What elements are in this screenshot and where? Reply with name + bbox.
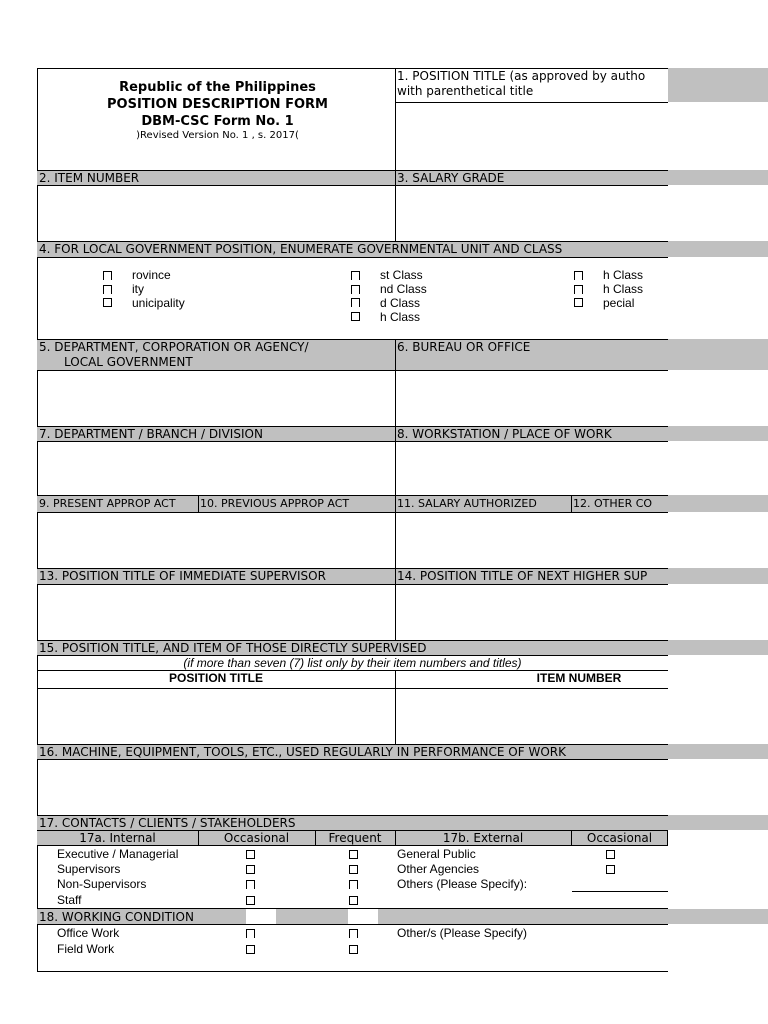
divider <box>571 495 572 512</box>
supervisors-frequent-checkbox[interactable] <box>349 865 358 874</box>
municipality-checkbox[interactable] <box>103 298 112 307</box>
executive-frequent-checkbox[interactable] <box>349 850 358 859</box>
divider <box>667 830 668 845</box>
field-1-sublabel: with parenthetical title <box>397 84 534 98</box>
divider <box>37 924 668 925</box>
item-number-input[interactable] <box>38 186 394 240</box>
field-work-occasional-checkbox[interactable] <box>246 945 255 954</box>
field-15-note: (if more than seven (7) list only by their item numbers and titles) <box>183 656 522 670</box>
field-work-frequent-checkbox[interactable] <box>349 945 358 954</box>
office-work-label: Office Work <box>57 926 120 940</box>
other-working-condition-label: Other/s (Please Specify) <box>397 926 528 940</box>
field-7-label: 7. DEPARTMENT / BRANCH / DIVISION <box>39 427 263 441</box>
class-6-checkbox[interactable] <box>574 285 583 294</box>
divider <box>37 257 668 258</box>
gray-band <box>668 68 768 102</box>
header-republic: Republic of the Philippines <box>119 80 316 95</box>
lgu-option-label: nd Class <box>380 282 427 296</box>
field-15-label: 15. POSITION TITLE, AND ITEM OF THOSE DIRECTLY SUPERVISED <box>39 641 427 655</box>
city-checkbox[interactable] <box>103 285 112 294</box>
supervised-item-number-input[interactable] <box>396 689 668 743</box>
divider <box>37 495 668 496</box>
nonsupervisors-occasional-checkbox[interactable] <box>246 880 255 889</box>
lgu-option-label: st Class <box>380 268 423 282</box>
header-version: )Revised Version No. 1 , s. 2017( <box>136 130 299 141</box>
lgu-option-label: rovince <box>132 268 171 282</box>
executive-occasional-checkbox[interactable] <box>246 850 255 859</box>
machines-equipment-input[interactable] <box>38 760 668 814</box>
column-header-position-title: POSITION TITLE <box>168 671 263 685</box>
contact-supervisors-label: Supervisors <box>57 862 121 876</box>
salary-grade-input[interactable] <box>396 186 668 240</box>
lgu-option-label: pecial <box>603 296 635 310</box>
supervisors-occasional-checkbox[interactable] <box>246 865 255 874</box>
class-4-checkbox[interactable] <box>351 312 360 321</box>
field-6-label: 6. BUREAU OR OFFICE <box>397 340 531 354</box>
field-5-sublabel: LOCAL GOVERNMENT <box>64 355 193 369</box>
field-1-label: 1. POSITION TITLE (as approved by autho <box>397 69 646 83</box>
contact-nonsupervisors-label: Non-Supervisors <box>57 877 147 891</box>
staff-frequent-checkbox[interactable] <box>349 896 358 905</box>
contact-general-public-label: General Public <box>397 847 476 861</box>
contact-other-agencies-label: Other Agencies <box>397 862 480 876</box>
other-agencies-occasional-checkbox[interactable] <box>606 865 615 874</box>
field-4-label: 4. FOR LOCAL GOVERNMENT POSITION, ENUMERATE GOVERNMENTAL UNIT AND CLASS <box>39 242 563 256</box>
field-18-label: 18. WORKING CONDITION <box>39 910 194 924</box>
immediate-supervisor-input[interactable] <box>38 585 394 639</box>
header-form-number: DBM-CSC Form No. 1 <box>141 114 294 129</box>
staff-occasional-checkbox[interactable] <box>246 896 255 905</box>
nonsupervisors-frequent-checkbox[interactable] <box>349 880 358 889</box>
field-11-label: 11. SALARY AUTHORIZED <box>397 497 537 510</box>
province-checkbox[interactable] <box>103 271 112 280</box>
department-input[interactable] <box>38 371 394 425</box>
field-5-label: 5. DEPARTMENT, CORPORATION OR AGENCY/ <box>39 340 309 354</box>
field-10-label: 10. PREVIOUS APPROP ACT <box>200 497 350 510</box>
field-3-label: 3. SALARY GRADE <box>397 171 505 185</box>
column-header-item-number: ITEM NUMBER <box>536 671 622 685</box>
class-1-checkbox[interactable] <box>351 271 360 280</box>
lgu-option-label: h Class <box>380 310 421 324</box>
internal-header: 17a. Internal <box>79 831 156 845</box>
field-12-label: 12. OTHER CO <box>573 497 653 510</box>
bureau-input[interactable] <box>396 371 668 425</box>
external-header: 17b. External <box>442 831 524 845</box>
gap-block <box>348 909 378 924</box>
divider <box>198 495 199 512</box>
divider <box>37 845 668 846</box>
field-14-label: 14. POSITION TITLE OF NEXT HIGHER SUP <box>397 569 648 583</box>
lgu-option-label: ity <box>132 282 144 296</box>
field-13-label: 13. POSITION TITLE OF IMMEDIATE SUPERVISOR <box>39 569 326 583</box>
field-work-label: Field Work <box>57 942 115 956</box>
contact-staff-label: Staff <box>57 893 82 907</box>
class-3-checkbox[interactable] <box>351 298 360 307</box>
position-title-input[interactable] <box>396 103 668 169</box>
office-work-frequent-checkbox[interactable] <box>349 929 358 938</box>
next-higher-supervisor-input[interactable] <box>396 585 668 639</box>
salary-authorized-input[interactable] <box>396 513 668 567</box>
special-checkbox[interactable] <box>574 298 583 307</box>
gap-block <box>246 909 276 924</box>
contact-executive-label: Executive / Managerial <box>57 847 179 861</box>
header-form-title: POSITION DESCRIPTION FORM <box>107 97 328 112</box>
general-public-occasional-checkbox[interactable] <box>606 850 615 859</box>
others-specify-line[interactable] <box>572 891 668 892</box>
form-bottom-border <box>37 971 668 972</box>
contact-others-label: Others (Please Specify): <box>397 877 528 891</box>
class-5-checkbox[interactable] <box>574 271 583 280</box>
lgu-option-label: h Class <box>603 282 644 296</box>
workstation-input[interactable] <box>396 442 668 494</box>
class-2-checkbox[interactable] <box>351 285 360 294</box>
occasional-external-header: Occasional <box>586 831 653 845</box>
field-9-label: 9. PRESENT APPROP ACT <box>39 497 176 510</box>
lgu-option-label: h Class <box>603 268 644 282</box>
frequent-header: Frequent <box>328 831 382 845</box>
field-16-label: 16. MACHINE, EQUIPMENT, TOOLS, ETC., USED REGULARLY IN PERFORMANCE OF WORK <box>39 745 566 759</box>
office-work-occasional-checkbox[interactable] <box>246 929 255 938</box>
branch-input[interactable] <box>38 442 394 494</box>
field-2-label: 2. ITEM NUMBER <box>39 171 140 185</box>
supervised-position-title-input[interactable] <box>38 689 394 743</box>
approp-act-input[interactable] <box>38 513 394 567</box>
field-17-label: 17. CONTACTS / CLIENTS / STAKEHOLDERS <box>39 816 296 830</box>
lgu-option-label: unicipality <box>132 296 185 310</box>
field-8-label: 8. WORKSTATION / PLACE OF WORK <box>397 427 612 441</box>
lgu-option-label: d Class <box>380 296 421 310</box>
occasional-header: Occasional <box>223 831 290 845</box>
